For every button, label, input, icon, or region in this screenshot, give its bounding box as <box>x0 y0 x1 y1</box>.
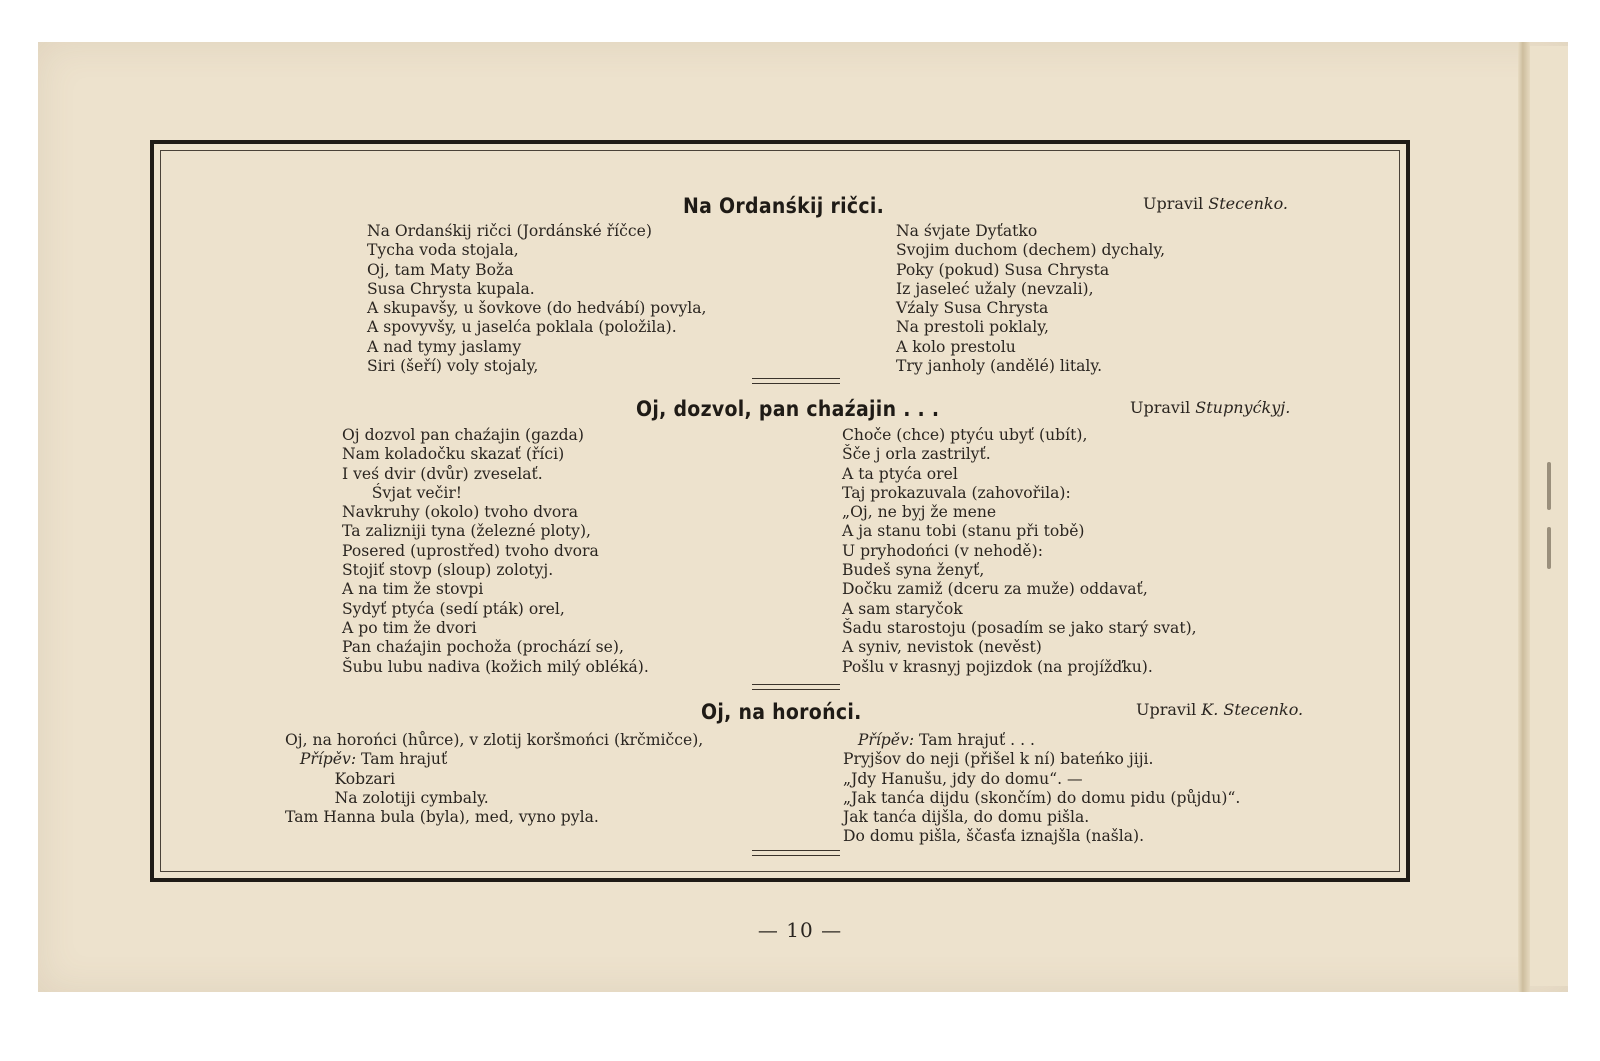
verse-line: A syniv, nevistok (nevěst) <box>842 638 1042 657</box>
verse-line: Přípěv: Tam hrajuť . . . <box>857 731 1035 749</box>
verse-line: Śvjat večir! <box>342 483 463 502</box>
verse-line: Na zolotiji cymbaly. <box>285 788 489 807</box>
verse-line: Pan chaźajin pochoža (prochází se), <box>342 638 624 657</box>
verse-line: „Jdy Hanušu, jdy do domu“. — <box>843 769 1083 788</box>
verse-line: Posered (uprostřed) tvoho dvora <box>342 541 599 560</box>
song-left-column <box>367 222 707 376</box>
verse-line: Přípěv: Tam hrajuť <box>299 750 448 769</box>
verse-line: Ta zalizniji tyna (železné ploty), <box>342 522 591 541</box>
verse-line: Nam koladočku skazať (říci) <box>342 445 565 464</box>
verse-line: Stojiť stovp (sloup) zolotyj. <box>342 561 554 580</box>
verse-line: Taj prokazuvala (zahovořila): <box>842 483 1071 502</box>
verse-line: A ta ptyća orel <box>842 464 958 483</box>
verse-line: A ja stanu tobi (stanu při tobě) <box>842 522 1085 541</box>
song-right-column <box>896 222 1165 376</box>
verse-line: Susa Chrysta kupala. <box>367 279 535 298</box>
song-title: Na Ordanśkij ričci. <box>683 194 885 218</box>
verse-line: A skupavšy, u šovkove (do hedvábí) povyla, <box>367 299 707 318</box>
verse-line: Šče j orla zastrilyť. <box>842 445 991 464</box>
verse-line: Vźaly Susa Chrysta <box>896 299 1049 318</box>
verse-line: Try janholy (andělé) litaly. <box>896 357 1103 376</box>
verse-line: Šadu starostoju (posadím se jako starý svat), <box>842 618 1197 637</box>
verse-line: Do domu pišla, ščasťa iznajšla (našla). <box>843 827 1145 846</box>
verse-line: Oj, tam Maty Boža <box>367 260 514 279</box>
verse-line: A nad tymy jaslamy <box>367 337 522 356</box>
song-title: Oj, na horońci. <box>701 700 862 724</box>
verse-line: A sam staryčok <box>842 599 963 618</box>
song-right-column <box>842 426 1197 677</box>
verse-line: I veś dvir (dvůr) zveselať. <box>342 464 543 483</box>
book-fold <box>1518 42 1530 992</box>
verse-line: „Jak tanća dijdu (skončím) do domu pidu (půjdu)“. <box>843 788 1241 807</box>
verse-line: Jak tanća dijšla, do domu pišla. <box>843 808 1090 827</box>
verse-line: Na śvjate Dyťatko <box>896 222 1038 240</box>
song-left-column <box>285 731 703 827</box>
song-left-column <box>342 426 649 677</box>
verse-line: U pryhodońci (v nehodě): <box>842 541 1043 560</box>
verse-line: Pošlu v krasnyj pojizdok (na projížďku). <box>842 657 1153 676</box>
section-divider <box>752 850 840 856</box>
song-right-column <box>843 731 1240 847</box>
section-divider <box>752 378 840 384</box>
verse-line: Siri (šeří) voly stojaly, <box>367 357 539 376</box>
verse-line: Navkruhy (okolo) tvoho dvora <box>342 503 579 522</box>
verse-line: Poky (pokud) Susa Chrysta <box>896 260 1110 279</box>
song-credit: Upravil Stupnyćkyj. <box>1130 398 1291 417</box>
verse-line: Kobzari <box>285 769 396 788</box>
staple <box>1547 462 1551 510</box>
verse-line: Tam Hanna bula (byla), med, vyno pyla. <box>285 808 599 827</box>
verse-line: Na prestoli poklaly, <box>896 318 1049 337</box>
verse-line: Choče (chce) ptyću ubyť (ubít), <box>842 426 1088 444</box>
verse-line: A po tim že dvori <box>342 618 477 637</box>
verse-line: Šubu lubu nadiva (kožich milý obléká). <box>342 657 649 676</box>
verse-line: A kolo prestolu <box>896 337 1016 356</box>
verse-line: Oj dozvol pan chaźajin (gazda) <box>342 426 584 444</box>
verse-line: A na tim že stovpi <box>342 580 484 599</box>
song-credit: Upravil Stecenko. <box>1143 194 1289 213</box>
facing-page-edge <box>1530 46 1568 986</box>
song-credit: Upravil K. Stecenko. <box>1136 700 1304 719</box>
page-number: — 10 — <box>757 918 843 942</box>
verse-line: Na Ordanśkij ričci (Jordánské říčce) <box>367 222 652 240</box>
section-divider <box>752 684 840 690</box>
verse-line: Tycha voda stojala, <box>367 241 519 260</box>
staple <box>1547 527 1551 569</box>
verse-line: A spovyvšy, u jaselća poklala (položila). <box>367 318 677 337</box>
verse-line: Budeš syna ženyť, <box>842 561 985 580</box>
verse-line: Sydyť ptyća (sedí pták) orel, <box>342 599 565 618</box>
verse-line: „Oj, ne byj že mene <box>842 503 997 522</box>
verse-line: Iz jaseleć užaly (nevzali), <box>896 279 1094 298</box>
verse-line: Svojim duchom (dechem) dychaly, <box>896 241 1166 260</box>
verse-line: Dočku zamiž (dceru za muže) oddavať, <box>842 580 1148 599</box>
verse-line: Oj, na horońci (hůrce), v zlotij koršmońci (krčmičce), <box>285 731 704 749</box>
verse-line: Pryjšov do neji (přišel k ní) bateńko jiji. <box>843 750 1154 769</box>
song-title: Oj, dozvol, pan chaźajin . . . <box>636 397 940 421</box>
